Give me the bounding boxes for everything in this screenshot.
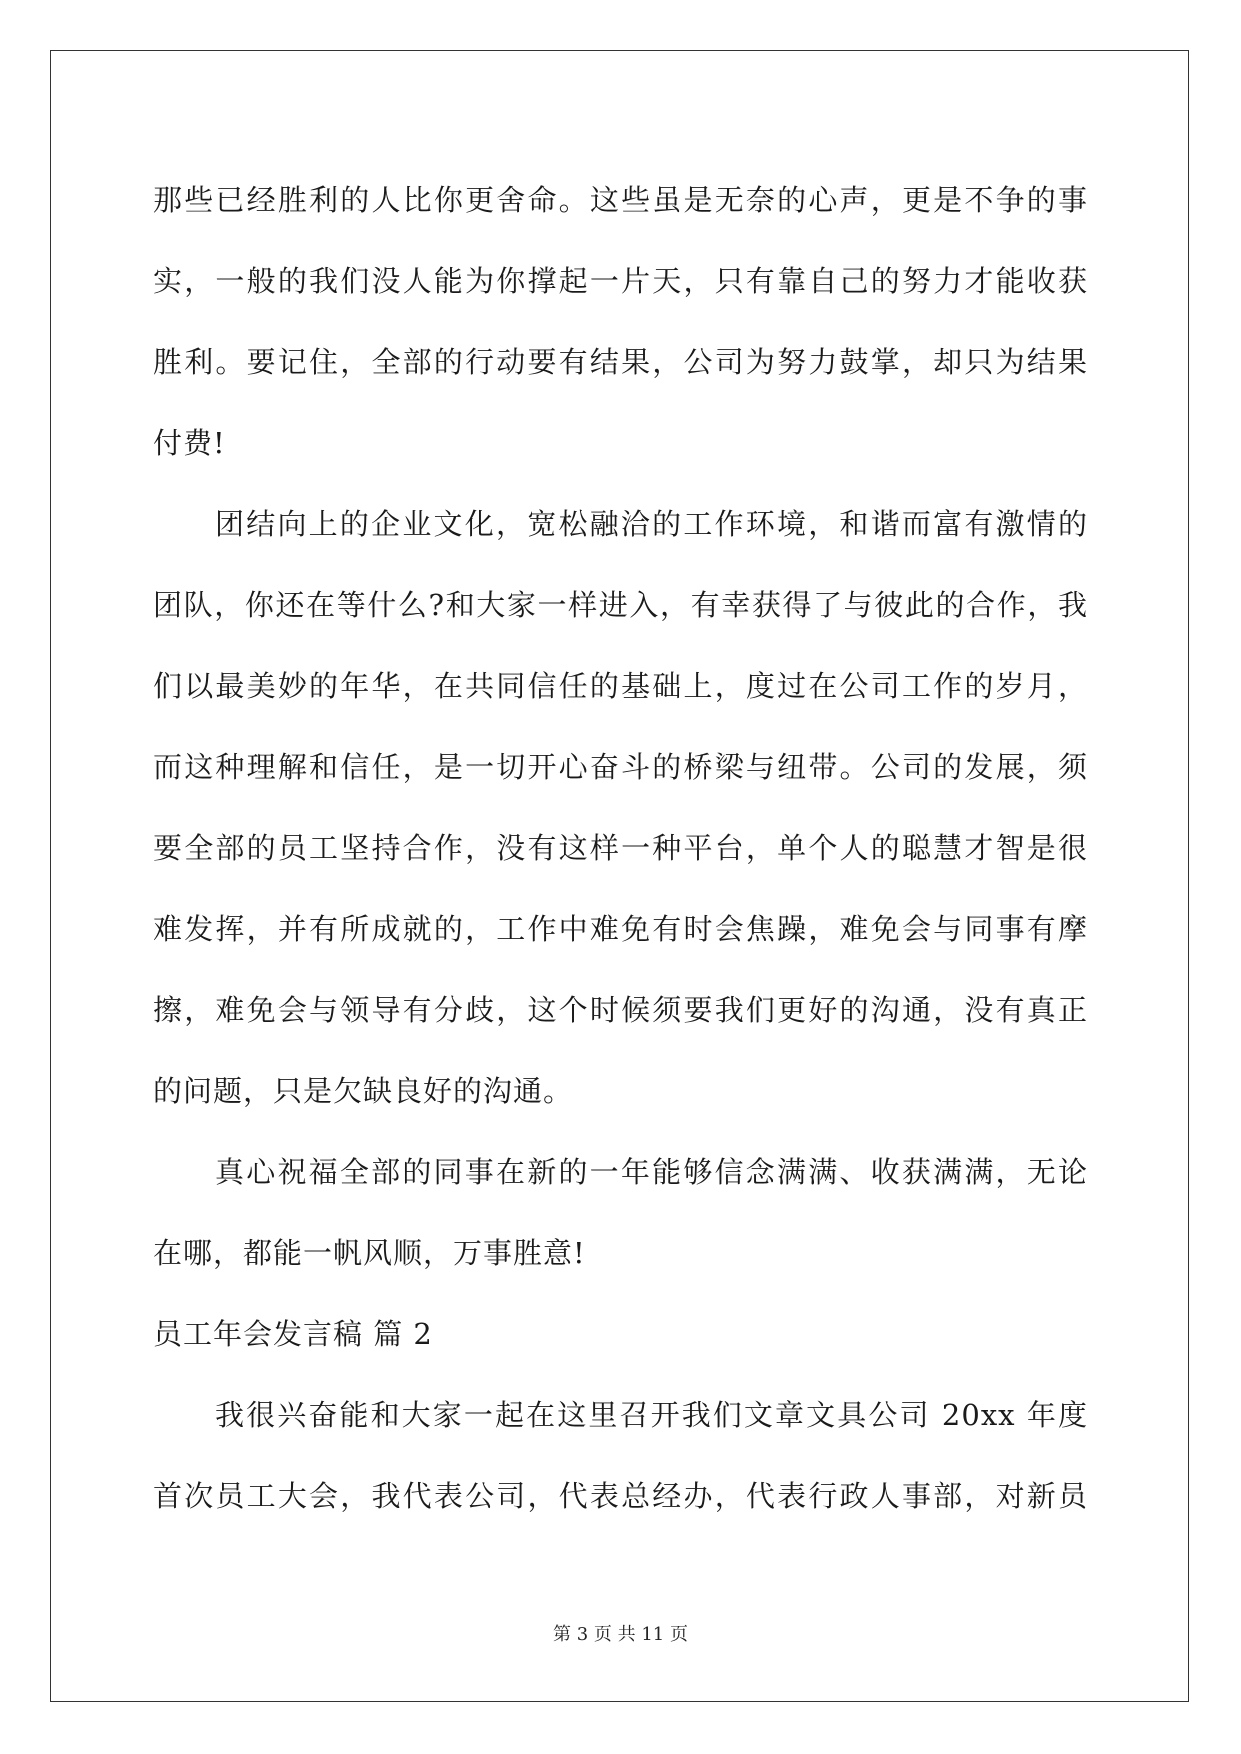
text-line: 擦，难免会与领导有分歧，这个时候须要我们更好的沟通，没有真正 [153, 993, 1088, 1027]
text-line: 胜利。要记住，全部的行动要有结果，公司为努力鼓掌，却只为结果 [153, 345, 1088, 379]
text-line: 那些已经胜利的人比你更舍命。这些虽是无奈的心声，更是不争的事 [153, 183, 1088, 217]
paragraph-first-line: 我很兴奋能和大家一起在这里召开我们文章文具公司 20xx 年度 [215, 1398, 1088, 1432]
section-heading: 员工年会发言稿 篇 2 [153, 1317, 433, 1351]
page-number-footer: 第 3 页 共 11 页 [553, 1624, 688, 1645]
paragraph-first-line: 真心祝福全部的同事在新的一年能够信念满满、收获满满，无论 [215, 1155, 1088, 1189]
text-line: 在哪，都能一帆风顺，万事胜意! [153, 1236, 586, 1270]
text-line: 实，一般的我们没人能为你撑起一片天，只有靠自己的努力才能收获 [153, 264, 1088, 298]
text-line: 要全部的员工坚持合作，没有这样一种平台，单个人的聪慧才智是很 [153, 831, 1088, 865]
text-line: 而这种理解和信任，是一切开心奋斗的桥梁与纽带。公司的发展，须 [153, 750, 1088, 784]
text-line: 们以最美妙的年华，在共同信任的基础上，度过在公司工作的岁月， [153, 669, 1088, 703]
paragraph-first-line: 团结向上的企业文化，宽松融洽的工作环境，和谐而富有激情的 [215, 507, 1088, 541]
text-line: 首次员工大会，我代表公司，代表总经办，代表行政人事部，对新员 [153, 1479, 1088, 1513]
document-body [153, 160, 1088, 1537]
text-line: 的问题，只是欠缺良好的沟通。 [153, 1074, 574, 1108]
text-line: 难发挥，并有所成就的，工作中难免有时会焦躁，难免会与同事有摩 [153, 912, 1088, 946]
text-line: 团队，你还在等什么?和大家一样进入，有幸获得了与彼此的合作，我 [153, 588, 1088, 622]
text-line: 付费! [153, 426, 226, 460]
